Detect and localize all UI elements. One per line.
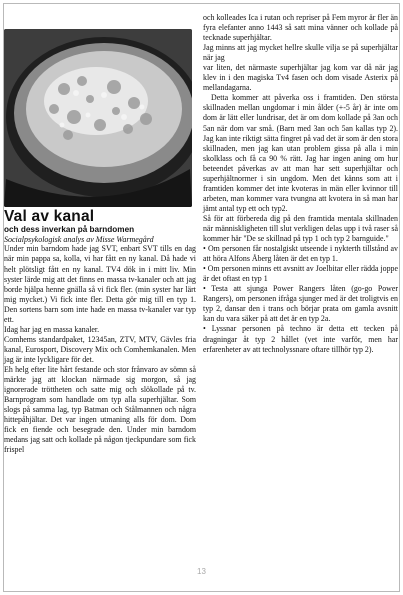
body-paragraph: Idag har jag en massa kanaler.: [4, 324, 100, 334]
body-paragraph: Comhems standardpaket, 12345an, ZTV, MTV, Gävles fria kanal, Eurosport, Discovery Mix och Comhemkanalen. Men jag är inte lyckligare för det.: [4, 334, 196, 364]
body-paragraph: Eh helg efter lite hårt festande och stor frånvaro av sömn så märkte jag att klockan närmade sig morgon, så jag ignorerade tröttheten och satte mig och slökollade på tv. Barnprogram som handlade om typ alla superhjältar. Som slogs på samma lag, typ Batman och Stålmannen och några hittepåhjältar. Det var ingen utmaning alls för dom. Dom fick en fiende och besegrade den. Under min barndom medans jag satt och kollade på någon tjeckpundare som fick frispel: [4, 364, 196, 455]
article-byline: Socialpsykologisk analys av Misse Warmegård: [4, 235, 154, 244]
guide-bullet: • Om personen minns ett avsnitt av Joelbitar eller rädda joppe är det oftast en typ 1: [203, 264, 398, 284]
page-number: 13: [197, 567, 206, 576]
photo-of-food-in-bowl-icon: [4, 29, 192, 207]
body-paragraph: Detta kommer att påverka oss i framtiden. Den största skillnaden mellan ungdomar i min ålder (+-5 år) är inte om dom är lätt eller lundrisar, det är om dom kollade på 3an och 5an när dom var små. (Barn med 3an och 5an kallas typ 2). Jag kan inte riktigt sätta fingret på vad det är som är den stora skillnaden, men jag kan utan problem gissa på alla i min skolklass och få ca 90 % rätt. Jag har ingen aning om hur beteendet påverkas av att man har sett superhjältar och superhjältnormer i sin ungdom. Men det känns som att i framtiden kommer det inte kvoteras in män eller kvinnor till arbeten, man kommer vara tvungna att kvotera in så man har jämt antal typ ett och typ2.: [203, 93, 398, 213]
body-paragraph: och kolleades Ica i rutan och repriser på Fem myror är fler än fyra elefanter anno 1443 så satt mina vänner och kollade på tecknade superhjältar.: [203, 13, 398, 43]
guide-bullet: • Testa att sjunga Power Rangers låten (go-go Power Rangers), om personen ifråga sjunger med är det troligtvis en typ 2, dansar den i trans och börjar prata om gamla avsnitt kan du vara säker på att det är en typ 2a.: [203, 284, 398, 324]
body-paragraph: Under min barndom hade jag SVT, enbart SVT tills en dag när min pappa sa, kolla, vi har fått en ny kanal. Då hade vi helt plötsligt fått en ny kanal. TV4 dök in i mitt liv. Min syster lärde mig att det finns en massa tv-kanaler och att jag borde hjälpa henne gnälla så vi fick fler. (min syster har lärt mig mycket.) Vi fick inte fler. Detta gör mig till en typ 1. Den sortens barn som inte hade en massa tv-kanaler var typ ett.: [4, 244, 196, 324]
body-paragraph: Jag minns att jag mycket hellre skulle vilja se på superhjältar när jag: [203, 43, 398, 63]
body-paragraph: var liten, det närmaste superhjältar jag kom var då när jag klev in i den magiska Tv4 fasen och dom visade Asterix på mellandagarna.: [203, 63, 398, 93]
right-column: [203, 13, 398, 355]
left-column: [4, 29, 196, 455]
guide-bullet: • Lyssnar personen på techno är detta ett tecken på dragningar åt typ 2 hållet (vet inte varför, men har erfarenheter av att technolyssnare oftare tillhör typ 2).: [203, 324, 398, 354]
article-title: Val av kanal: [4, 208, 95, 225]
body-paragraph: Så för att förbereda dig på den framtida mentala skillnaden när människligheten till slut verkligen delas upp i två raser så kommer här "De se skillnad på typ 1 och typ 2 barnguide.": [203, 213, 398, 244]
article-photo: [4, 29, 192, 207]
guide-bullet: • Om personen får nostalgiskt utseende i nykterth tillstånd av att höra Alfons Åberg låten är det en typ 1.: [203, 244, 398, 264]
article-subtitle: och dess inverkan på barndomen: [4, 225, 135, 234]
